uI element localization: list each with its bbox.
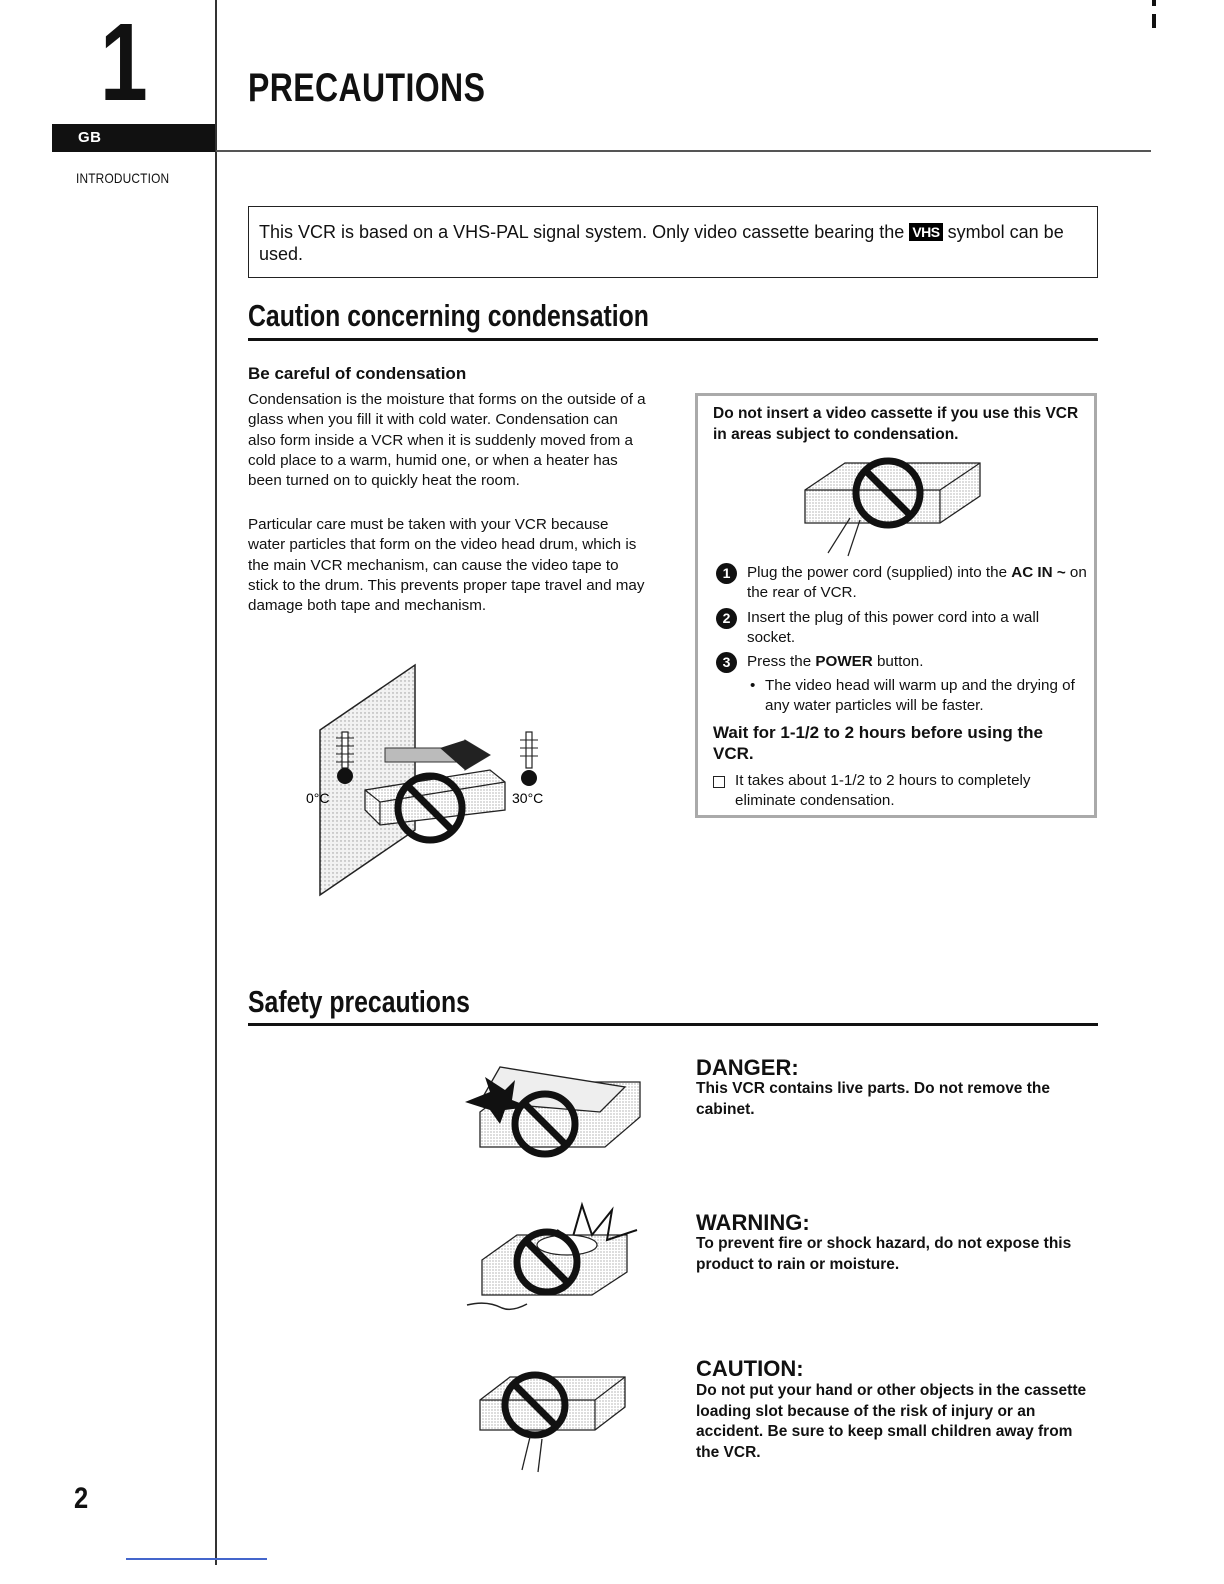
step-text-end: on the rear of VCR. [747,564,1087,602]
warning-step-3 [716,652,1086,673]
condensation-paragraph: Condensation is the moisture that forms on the outside of a glass when you fill it with cold water. Condensation can also form inside a VCR when it is suddenly moved from a cold place to a warm, humid one, or when a heater has been turned on to quickly heat the room. [248,391,646,490]
warning-step-1 [716,563,1087,602]
warning-step-2 [716,608,1086,647]
warm-thermometer-icon [520,732,538,786]
caution-illustration [470,1355,635,1475]
margin-divider [215,0,217,1565]
note-text: It takes about 1-1/2 to 2 hours to completely eliminate condensation. [735,772,1031,810]
notice-text: This VCR is based on a VHS-PAL signal system. Only video cassette bearing the [259,222,905,242]
step-text: Insert the plug of this power cord into a wall socket. [747,609,1040,647]
step-bold-text: POWER [815,653,873,670]
warning-box-title: Do not insert a video cassette if you use this VCR in areas subject to condensation. [713,405,1079,443]
step-number: 2 [716,608,737,629]
cold-temp-label: 0°C [306,790,330,806]
footer-line [126,1558,267,1560]
language-tag: GB [52,124,216,152]
page-title: PRECAUTIONS [248,66,486,110]
section-label: INTRODUCTION [76,170,170,186]
no-cassette-illustration [800,448,985,558]
bullet-icon: • [750,677,756,694]
condensation-illustration [300,660,560,900]
step-text-end: button. [872,653,924,670]
step-number: 3 [716,652,737,673]
warning-illustration [462,1200,647,1315]
corner-mark [1150,0,1158,30]
danger-label: DANGER: [696,1055,799,1080]
danger-illustration [460,1062,645,1167]
safety-heading: Safety precautions [248,984,470,1019]
checkbox-icon [713,776,725,788]
warning-label: WARNING: [696,1210,810,1235]
notice-text-end: symbol can be used. [259,222,1064,264]
caution-text: Do not put your hand or other objects in the cassette loading slot because of the risk of injury or an accident. Be sure to keep small children away from the VCR. [696,1382,1087,1461]
wait-instruction: Wait for 1-1/2 to 2 hours before using the VCR. [713,723,1043,763]
caution-label: CAUTION: [696,1356,804,1381]
condensation-rule [248,338,1098,341]
vhs-logo: VHS [909,223,942,241]
warm-temp-label: 30°C [512,790,544,806]
step-number: 1 [716,563,737,584]
danger-text: This VCR contains live parts. Do not remove the cabinet. [696,1080,1050,1118]
chapter-number: 1 [100,1,148,124]
vhs-notice-box [248,206,1098,278]
condensation-heading: Caution concerning condensation [248,298,649,333]
title-rule [216,150,1151,152]
bullet-text: The video head will warm up and the drying of any water particles will be faster. [765,677,1075,715]
warning-text: To prevent fire or shock hazard, do not expose this product to rain or moisture. [696,1235,1072,1273]
step-text: Press the [747,653,816,670]
page-number: 2 [74,1482,89,1515]
condensation-paragraph: Particular care must be taken with your VCR because water particles that form on the video head drum, which is the main VCR mechanism, can cause the video tape to stick to the drum. This prevents proper tape travel and may damage both tape and mechanism. [248,516,645,615]
condensation-subheading: Be careful of condensation [248,364,467,383]
safety-rule [248,1023,1098,1026]
step-text: Plug the power cord (supplied) into the [747,564,1012,581]
step-bold-text: AC IN ~ [1011,564,1066,581]
